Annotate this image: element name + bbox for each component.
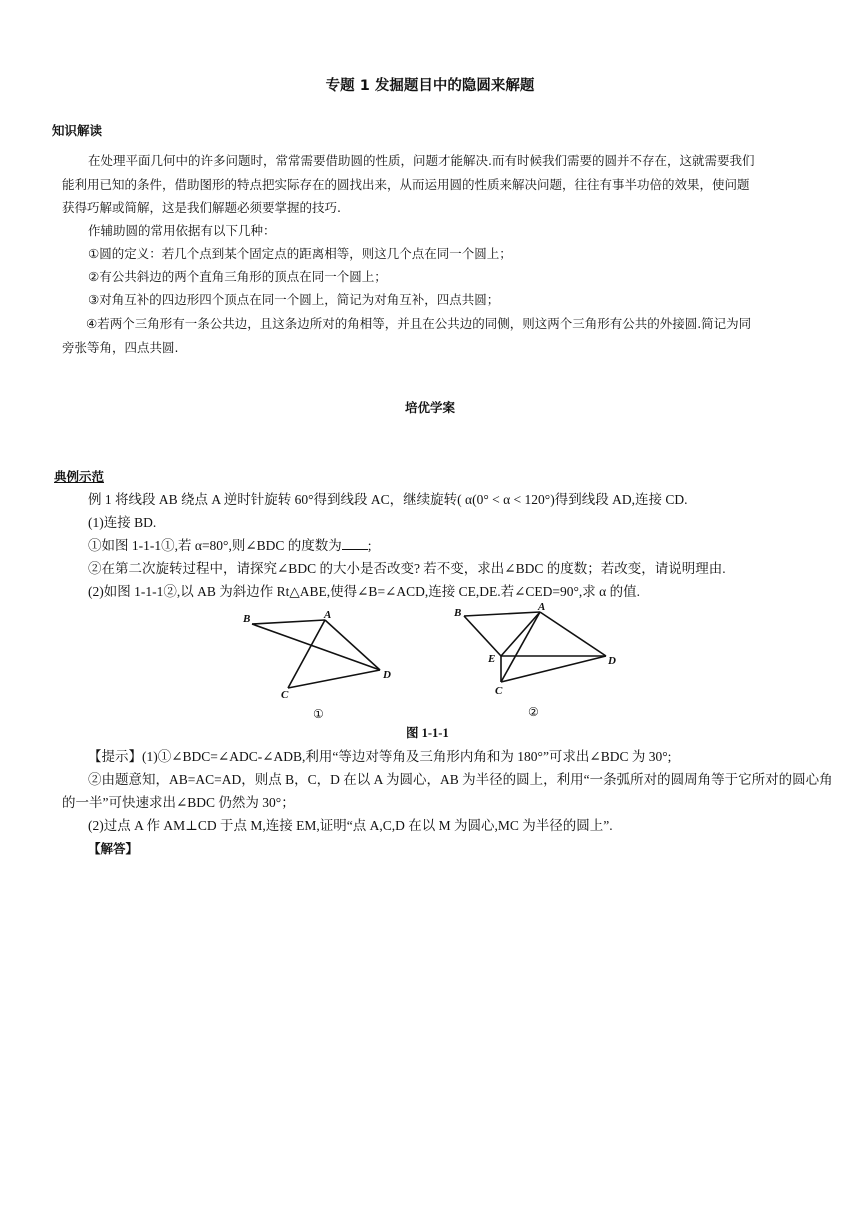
hint-line-2: ②由题意知，AB=AC=AD，则点 B，C，D 在以 A 为圆心，AB 为半径的圆上，利用“一条弧所对的圆周角等于它所对的圆心角 bbox=[88, 772, 833, 787]
hint-line-1: 【提示】(1)①∠BDC=∠ADC-∠ADB,利用“等边对等角及三角形内角和为 180°”可求出∠BDC 为 30°; bbox=[88, 749, 672, 764]
method-item-2: ②有公共斜边的两个直角三角形的顶点在同一个圆上； bbox=[88, 269, 387, 284]
example-part2: (2)如图 1-1-1②,以 AB 为斜边作 Rt△ABE,使得∠B=∠ACD,连接 CE,DE.若∠CED=90°,求 α 的值. bbox=[88, 584, 641, 599]
segment-ad bbox=[325, 620, 380, 670]
method-item-4: ④若两个三角形有一条公共边，且这条边所对的角相等，并且在公共边的同侧，则这两个三角形有公共的外接圆.简记为同 bbox=[86, 316, 752, 331]
figure-2-number: ② bbox=[528, 705, 539, 719]
hint-line-3: 的一半”可快速求出∠BDC 仍然为 30°； bbox=[62, 795, 295, 810]
answer-label: 【解答】 bbox=[88, 841, 139, 856]
segment-ac bbox=[288, 620, 325, 688]
question-1-end: ; bbox=[367, 538, 372, 553]
method-item-4-cont: 旁张等角，四点共圆. bbox=[62, 340, 179, 355]
intro-line-3: 获得巧解或简解，这是我们解题必须要掌握的技巧. bbox=[62, 200, 341, 215]
example-question-1 bbox=[88, 537, 372, 555]
example-question-2: ②在第二次旋转过程中，请探究∠BDC 的大小是否改变? 若不变，求出∠BDC 的度数；若改变，请说明理由. bbox=[88, 561, 726, 576]
segment-ab bbox=[252, 620, 325, 624]
hint-line-4: (2)过点 A 作 AM⊥CD 于点 M,连接 EM,证明“点 A,C,D 在以 M 为圆心,MC 为半径的圆上”. bbox=[88, 818, 613, 833]
fig2-label-b: B bbox=[454, 607, 462, 619]
example-part1: (1)连接 BD. bbox=[88, 515, 157, 530]
segment-cd bbox=[501, 656, 606, 682]
fig2-label-c: C bbox=[495, 685, 503, 697]
method-item-1: ①圆的定义：若几个点到某个固定点的距离相等，则这几个点在同一个圆上； bbox=[88, 246, 512, 261]
segment-be bbox=[464, 616, 501, 656]
section-knowledge-heading: 知识解读 bbox=[52, 123, 103, 138]
intro-line-1: 在处理平面几何中的许多问题时，常常需要借助圆的性质，问题才能解决.而有时候我们需要的圆并不存在，这就需要我们 bbox=[88, 153, 755, 168]
section-examples-heading: 典例示范 bbox=[54, 469, 105, 484]
fig2-label-a: A bbox=[538, 601, 546, 613]
fig2-label-e: E bbox=[488, 653, 496, 665]
figure-caption-box bbox=[400, 722, 470, 744]
figure-1-diagram bbox=[230, 606, 420, 722]
section-advanced-heading: 培优学案 bbox=[404, 400, 455, 415]
figure-1-number: ① bbox=[313, 707, 324, 721]
example-stem: 例 1 将线段 AB 绕点 A 逆时针旋转 60°得到线段 AC，继续旋转( α(0° < α < 120°)得到线段 AD,连接 CD. bbox=[88, 492, 688, 507]
method-item-3: ③对角互补的四边形四个顶点在同一个圆上，简记为对角互补，四点共圆； bbox=[88, 292, 500, 307]
fig1-label-c: C bbox=[281, 689, 289, 701]
segment-ac bbox=[501, 612, 540, 682]
segment-bd bbox=[252, 624, 380, 670]
fig1-label-d: D bbox=[383, 669, 391, 681]
intro-line-2: 能利用已知的条件，借助图形的特点把实际存在的圆找出来，从而运用圆的性质来解决问题，往往有事半功倍的效果，使问题 bbox=[62, 177, 750, 192]
fig1-label-a: A bbox=[324, 609, 332, 621]
fig1-label-b: B bbox=[243, 613, 251, 625]
figure-2-diagram bbox=[446, 600, 626, 720]
segment-ae bbox=[501, 612, 540, 656]
segment-ab bbox=[464, 612, 540, 616]
segment-ad bbox=[540, 612, 606, 656]
question-1-text: ①如图 1-1-1①,若 α=80°,则∠BDC 的度数为 bbox=[88, 538, 342, 553]
fig2-label-d: D bbox=[608, 655, 616, 667]
segment-cd bbox=[288, 670, 380, 688]
methods-intro: 作辅助圆的常用依据有以下几种： bbox=[88, 223, 276, 238]
answer-blank bbox=[342, 537, 368, 550]
page-title: 专题 1 发掘题目中的隐圆来解题 bbox=[325, 78, 535, 94]
figure-caption: 图 1-1-1 bbox=[406, 726, 449, 740]
